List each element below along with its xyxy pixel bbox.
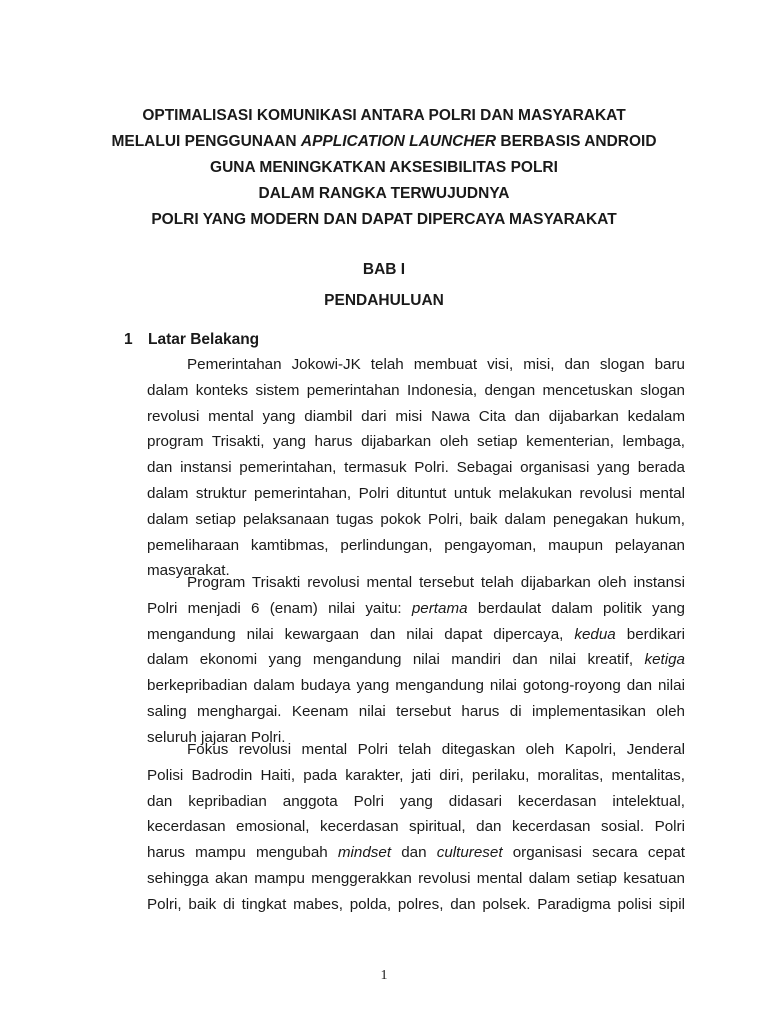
text-line: revolusi mental yang diambil dari misi Nawa Cita dan dijabarkan kedalam (147, 407, 685, 425)
italic-term: mindset (337, 844, 392, 862)
text-line: berkepribadian dalam budaya yang mengandung nilai gotong-royong dan nilai (147, 677, 685, 695)
text-line: mengandung nilai kewargaan dan nilai dapat dipercaya, kedua berdikari (147, 625, 685, 643)
chapter-heading (0, 254, 768, 316)
title-line: DALAM RANGKA TERWUJUDNYA (258, 185, 510, 202)
text-line: dalam struktur pemerintahan, Polri dituntut untuk melakukan revolusi mental (147, 484, 685, 502)
text-line: dan instansi pemerintahan, termasuk Polri. Sebagai organisasi yang berada (147, 459, 685, 477)
text-line: Pemerintahan Jokowi-JK telah membuat visi, misi, dan slogan baru (187, 356, 685, 373)
text-line: kecerdasan emosional, kecerdasan spiritual, dan kecerdasan sosial. Polri (147, 818, 685, 836)
document-title (0, 103, 768, 233)
text-line: dalam setiap pelaksanaan tugas pokok Polri, baik dalam penegakan hukum, (147, 510, 685, 528)
italic-term: cultureset (436, 844, 503, 862)
text-line: saling menghargai. Keenam nilai tersebut harus di implementasikan oleh (147, 702, 685, 720)
title-line: POLRI YANG MODERN DAN DAPAT DIPERCAYA MASYARAKAT (151, 211, 617, 228)
italic-term: kedua (574, 625, 616, 643)
italic-term: pertama (411, 599, 468, 617)
text-line: Polri menjadi 6 (enam) nilai yaitu: pertama berdaulat dalam politik yang (147, 599, 685, 617)
section-number: 1 (124, 331, 133, 348)
page-number: 1 (380, 968, 388, 983)
text-line: dan kepribadian anggota Polri yang didasari kecerdasan intelektual, (147, 792, 685, 810)
text-line: Polisi Badrodin Haiti, pada karakter, jati diri, perilaku, moralitas, mentalitas, (147, 766, 685, 784)
title-line: MELALUI PENGGUNAAN APPLICATION LAUNCHER BERBASIS ANDROID (111, 133, 657, 150)
title-line: GUNA MENINGKATKAN AKSESIBILITAS POLRI (210, 159, 558, 176)
chapter-title: PENDAHULUAN (324, 292, 444, 309)
section-heading (124, 330, 259, 350)
text-line: dalam ekonomi yang mengandung nilai mandiri dan nilai kreatif, ketiga (147, 651, 685, 669)
text-line: pemeliharaan kamtibmas, perlindungan, pengayoman, maupun pelayanan (147, 536, 685, 554)
italic-term: ketiga (644, 651, 685, 669)
body-paragraph (147, 740, 685, 921)
italic-term: APPLICATION LAUNCHER (300, 133, 497, 150)
text-line: Fokus revolusi mental Polri telah ditegaskan oleh Kapolri, Jenderal (187, 741, 685, 758)
title-line: OPTIMALISASI KOMUNIKASI ANTARA POLRI DAN MASYARAKAT (142, 107, 626, 124)
section-title: Latar Belakang (148, 331, 260, 348)
text-line: Program Trisakti revolusi mental tersebut telah dijabarkan oleh instansi (187, 574, 685, 591)
text-line: sehingga akan mampu menggerakkan revolusi mental dalam setiap kesatuan (147, 869, 685, 887)
text-line: Polri, baik di tingkat mabes, polda, polres, dan polsek. Paradigma polisi sipil (147, 895, 685, 913)
chapter-number: BAB I (362, 261, 406, 278)
text-line: program Trisakti, yang harus dijabarkan oleh setiap kementerian, lembaga, (147, 433, 685, 451)
body-paragraph (147, 573, 685, 746)
text-line: masyarakat. (147, 562, 230, 580)
text-line: harus mampu mengubah mindset dan cultureset organisasi secara cepat (147, 844, 686, 862)
text-line: dalam konteks sistem pemerintahan Indonesia, dengan mencetuskan slogan (147, 381, 685, 399)
body-paragraph (147, 355, 685, 580)
text-line: seluruh jajaran Polri. (147, 728, 286, 746)
